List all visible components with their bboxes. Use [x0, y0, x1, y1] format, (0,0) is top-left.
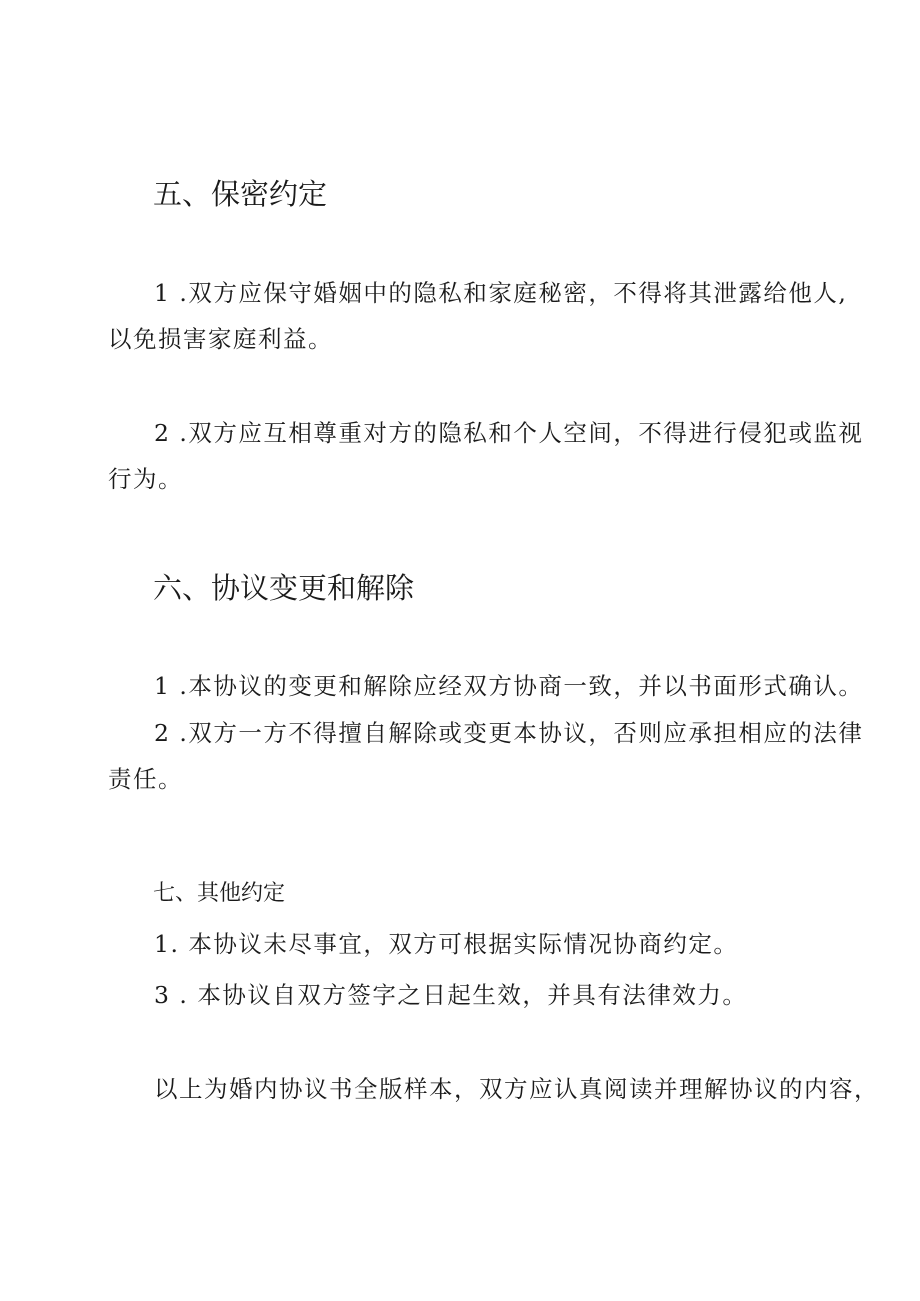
section-7-item-1-line: 1. 本协议未尽事宜，双方可根据实际情况协商约定。	[154, 930, 739, 958]
section-5-item-1	[108, 270, 848, 362]
section-6-item-2-line-1: 2 .双方一方不得擅自解除或变更本协议，否则应承担相应的法律	[154, 719, 864, 747]
section-6-heading: 六、协议变更和解除	[153, 571, 415, 605]
section-7-item-1	[108, 921, 828, 967]
section-6-item-1	[108, 663, 864, 709]
section-7-heading: 七、其他约定	[153, 881, 286, 906]
section-6-item-2	[108, 710, 864, 802]
section-6-item-1-line-1: 1 .本协议的变更和解除应经双方协商一致，并以书面形式确认。	[154, 672, 864, 700]
section-5-item-2-line-2: 行为。	[108, 465, 183, 493]
section-5-item-2	[108, 410, 864, 502]
section-5-item-1-line-2: 以免损害家庭利益。	[108, 325, 333, 353]
section-7-item-3-line: 3 . 本协议自双方签字之日起生效，并具有法律效力。	[154, 981, 748, 1009]
section-5-item-1-line-1: 1 .双方应保守婚姻中的隐私和家庭秘密，不得将其泄露给他人,	[154, 279, 848, 307]
section-5-item-2-line-1: 2 .双方应互相尊重对方的隐私和个人空间，不得进行侵犯或监视	[154, 419, 864, 447]
closing-line-1: 以上为婚内协议书全版样本，双方应认真阅读并理解协议的内容，	[154, 1075, 879, 1103]
section-6-item-2-line-2: 责任。	[108, 765, 183, 793]
closing-paragraph	[108, 1066, 879, 1112]
section-5-heading: 五、保密约定	[153, 177, 328, 211]
section-7-item-3	[108, 972, 828, 1018]
